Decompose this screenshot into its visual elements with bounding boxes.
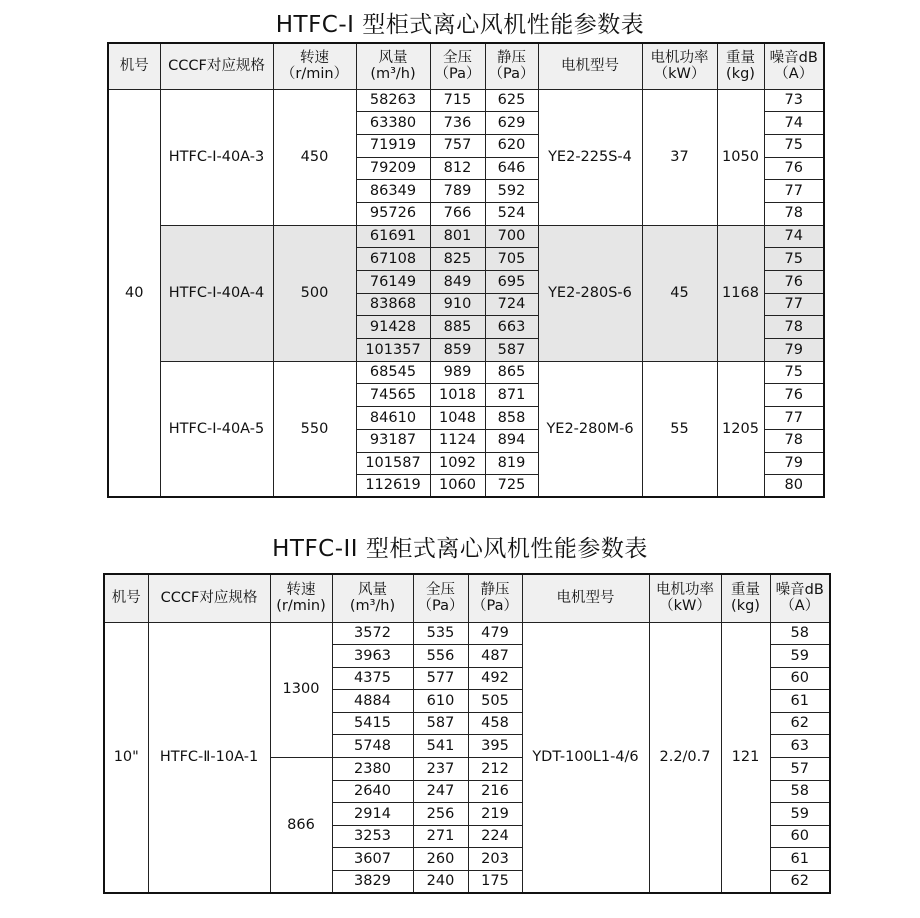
static-pressure-cell: 663 — [485, 316, 538, 339]
table1-header-row — [108, 43, 824, 89]
noise-cell: 60 — [770, 667, 830, 690]
airflow-cell: 95726 — [356, 202, 430, 225]
total-pressure-cell: 541 — [413, 735, 468, 758]
total-pressure-cell: 1060 — [430, 475, 485, 498]
noise-cell: 61 — [770, 690, 830, 713]
header-speed: 转速 （r/min） — [273, 43, 356, 89]
airflow-cell: 3572 — [332, 622, 413, 645]
static-pressure-cell: 524 — [485, 202, 538, 225]
total-pressure-cell: 715 — [430, 89, 485, 112]
model-no-cell: 10" — [104, 622, 148, 893]
static-pressure-cell: 219 — [468, 803, 522, 826]
noise-cell: 74 — [764, 225, 824, 248]
airflow-cell: 76149 — [356, 271, 430, 294]
noise-cell: 79 — [764, 339, 824, 362]
airflow-cell: 3253 — [332, 825, 413, 848]
static-pressure-cell: 620 — [485, 134, 538, 157]
cccf-spec-cell: HTFC-I-40A-5 — [160, 361, 273, 497]
model-no-cell: 40 — [108, 89, 160, 497]
speed-cell: 550 — [273, 361, 356, 497]
fan-performance-table-2 — [103, 573, 831, 894]
airflow-cell: 86349 — [356, 180, 430, 203]
noise-cell: 78 — [764, 429, 824, 452]
airflow-cell: 101587 — [356, 452, 430, 475]
noise-cell: 78 — [764, 316, 824, 339]
static-pressure-cell: 212 — [468, 758, 522, 781]
static-pressure-cell: 725 — [485, 475, 538, 498]
airflow-cell: 2640 — [332, 780, 413, 803]
total-pressure-cell: 736 — [430, 112, 485, 135]
total-pressure-cell: 910 — [430, 293, 485, 316]
motor-power-cell: 45 — [642, 225, 717, 361]
static-pressure-cell: 216 — [468, 780, 522, 803]
airflow-cell: 3963 — [332, 645, 413, 668]
motor-model-cell: YE2-280M-6 — [538, 361, 642, 497]
noise-cell: 75 — [764, 361, 824, 384]
airflow-cell: 58263 — [356, 89, 430, 112]
static-pressure-cell: 700 — [485, 225, 538, 248]
static-pressure-cell: 587 — [485, 339, 538, 362]
noise-cell: 80 — [764, 475, 824, 498]
noise-cell: 75 — [764, 134, 824, 157]
header-airflow: 风量 (m³/h) — [332, 574, 413, 622]
airflow-cell: 67108 — [356, 248, 430, 271]
static-pressure-cell: 492 — [468, 667, 522, 690]
weight-cell: 1168 — [717, 225, 764, 361]
header-speed: 转速 (r/min) — [270, 574, 332, 622]
speed-cell: 1300 — [270, 622, 332, 758]
noise-cell: 63 — [770, 735, 830, 758]
airflow-cell: 74565 — [356, 384, 430, 407]
airflow-cell: 112619 — [356, 475, 430, 498]
header-cccf-spec: CCCF对应规格 — [160, 43, 273, 89]
header-weight: 重量 (kg) — [721, 574, 770, 622]
cccf-spec-cell: HTFC-I-40A-4 — [160, 225, 273, 361]
noise-cell: 62 — [770, 871, 830, 894]
table1-body — [108, 89, 824, 497]
header-airflow: 风量 (m³/h) — [356, 43, 430, 89]
static-pressure-cell: 858 — [485, 407, 538, 430]
total-pressure-cell: 247 — [413, 780, 468, 803]
airflow-cell: 5748 — [332, 735, 413, 758]
total-pressure-cell: 989 — [430, 361, 485, 384]
noise-cell: 75 — [764, 248, 824, 271]
noise-cell: 59 — [770, 645, 830, 668]
total-pressure-cell: 825 — [430, 248, 485, 271]
noise-cell: 57 — [770, 758, 830, 781]
speed-cell: 866 — [270, 758, 332, 894]
total-pressure-cell: 587 — [413, 712, 468, 735]
noise-cell: 76 — [764, 157, 824, 180]
total-pressure-cell: 801 — [430, 225, 485, 248]
total-pressure-cell: 1124 — [430, 429, 485, 452]
header-total-pressure: 全压 （Pa） — [413, 574, 468, 622]
noise-cell: 76 — [764, 271, 824, 294]
noise-cell: 59 — [770, 803, 830, 826]
noise-cell: 77 — [764, 180, 824, 203]
total-pressure-cell: 535 — [413, 622, 468, 645]
static-pressure-cell: 871 — [485, 384, 538, 407]
total-pressure-cell: 260 — [413, 848, 468, 871]
static-pressure-cell: 175 — [468, 871, 522, 894]
static-pressure-cell: 646 — [485, 157, 538, 180]
speed-cell: 500 — [273, 225, 356, 361]
noise-cell: 76 — [764, 384, 824, 407]
noise-cell: 79 — [764, 452, 824, 475]
header-motor-power: 电机功率 （kW） — [642, 43, 717, 89]
total-pressure-cell: 556 — [413, 645, 468, 668]
static-pressure-cell: 395 — [468, 735, 522, 758]
airflow-cell: 4884 — [332, 690, 413, 713]
header-motor-model: 电机型号 — [538, 43, 642, 89]
static-pressure-cell: 865 — [485, 361, 538, 384]
noise-cell: 61 — [770, 848, 830, 871]
airflow-cell: 101357 — [356, 339, 430, 362]
header-motor-model: 电机型号 — [522, 574, 649, 622]
total-pressure-cell: 859 — [430, 339, 485, 362]
total-pressure-cell: 237 — [413, 758, 468, 781]
static-pressure-cell: 695 — [485, 271, 538, 294]
table-row — [108, 361, 824, 384]
total-pressure-cell: 271 — [413, 825, 468, 848]
header-static-pressure: 静压 （Pa） — [485, 43, 538, 89]
table2-body — [104, 622, 830, 893]
total-pressure-cell: 1018 — [430, 384, 485, 407]
motor-power-cell: 37 — [642, 89, 717, 225]
total-pressure-cell: 1092 — [430, 452, 485, 475]
motor-model-cell: YDT-100L1-4/6 — [522, 622, 649, 893]
motor-power-cell: 55 — [642, 361, 717, 497]
weight-cell: 1050 — [717, 89, 764, 225]
airflow-cell: 71919 — [356, 134, 430, 157]
header-noise: 噪音dB （A） — [770, 574, 830, 622]
cccf-spec-cell: HTFC-Ⅱ-10A-1 — [148, 622, 270, 893]
header-total-pressure: 全压 （Pa） — [430, 43, 485, 89]
static-pressure-cell: 505 — [468, 690, 522, 713]
static-pressure-cell: 724 — [485, 293, 538, 316]
cccf-spec-cell: HTFC-I-40A-3 — [160, 89, 273, 225]
motor-model-cell: YE2-225S-4 — [538, 89, 642, 225]
airflow-cell: 91428 — [356, 316, 430, 339]
total-pressure-cell: 577 — [413, 667, 468, 690]
airflow-cell: 93187 — [356, 429, 430, 452]
airflow-cell: 2380 — [332, 758, 413, 781]
static-pressure-cell: 479 — [468, 622, 522, 645]
static-pressure-cell: 203 — [468, 848, 522, 871]
total-pressure-cell: 256 — [413, 803, 468, 826]
airflow-cell: 63380 — [356, 112, 430, 135]
static-pressure-cell: 705 — [485, 248, 538, 271]
static-pressure-cell: 458 — [468, 712, 522, 735]
total-pressure-cell: 766 — [430, 202, 485, 225]
airflow-cell: 84610 — [356, 407, 430, 430]
speed-cell: 450 — [273, 89, 356, 225]
airflow-cell: 4375 — [332, 667, 413, 690]
weight-cell: 121 — [721, 622, 770, 893]
airflow-cell: 5415 — [332, 712, 413, 735]
header-model-no: 机号 — [108, 43, 160, 89]
table2-header-row — [104, 574, 830, 622]
total-pressure-cell: 885 — [430, 316, 485, 339]
table2-title: HTFC-II 型柜式离心风机性能参数表 — [272, 536, 648, 562]
noise-cell: 74 — [764, 112, 824, 135]
airflow-cell: 83868 — [356, 293, 430, 316]
noise-cell: 58 — [770, 622, 830, 645]
header-cccf-spec: CCCF对应规格 — [148, 574, 270, 622]
airflow-cell: 3829 — [332, 871, 413, 894]
motor-power-cell: 2.2/0.7 — [649, 622, 721, 893]
total-pressure-cell: 757 — [430, 134, 485, 157]
noise-cell: 73 — [764, 89, 824, 112]
header-model-no: 机号 — [104, 574, 148, 622]
total-pressure-cell: 812 — [430, 157, 485, 180]
header-weight: 重量 (kg) — [717, 43, 764, 89]
static-pressure-cell: 819 — [485, 452, 538, 475]
noise-cell: 58 — [770, 780, 830, 803]
header-static-pressure: 静压 （Pa） — [468, 574, 522, 622]
airflow-cell: 3607 — [332, 848, 413, 871]
airflow-cell: 61691 — [356, 225, 430, 248]
total-pressure-cell: 789 — [430, 180, 485, 203]
airflow-cell: 2914 — [332, 803, 413, 826]
table-row — [108, 225, 824, 248]
table-row — [104, 622, 830, 645]
fan-performance-table-1 — [107, 42, 825, 498]
static-pressure-cell: 894 — [485, 429, 538, 452]
total-pressure-cell: 849 — [430, 271, 485, 294]
total-pressure-cell: 610 — [413, 690, 468, 713]
noise-cell: 77 — [764, 407, 824, 430]
weight-cell: 1205 — [717, 361, 764, 497]
noise-cell: 62 — [770, 712, 830, 735]
table1-title: HTFC-I 型柜式离心风机性能参数表 — [275, 12, 645, 38]
static-pressure-cell: 625 — [485, 89, 538, 112]
airflow-cell: 79209 — [356, 157, 430, 180]
table-row — [108, 89, 824, 112]
header-motor-power: 电机功率 （kW） — [649, 574, 721, 622]
total-pressure-cell: 1048 — [430, 407, 485, 430]
static-pressure-cell: 592 — [485, 180, 538, 203]
airflow-cell: 68545 — [356, 361, 430, 384]
static-pressure-cell: 487 — [468, 645, 522, 668]
noise-cell: 78 — [764, 202, 824, 225]
static-pressure-cell: 224 — [468, 825, 522, 848]
noise-cell: 77 — [764, 293, 824, 316]
motor-model-cell: YE2-280S-6 — [538, 225, 642, 361]
total-pressure-cell: 240 — [413, 871, 468, 894]
static-pressure-cell: 629 — [485, 112, 538, 135]
header-noise: 噪音dB （A） — [764, 43, 824, 89]
noise-cell: 60 — [770, 825, 830, 848]
